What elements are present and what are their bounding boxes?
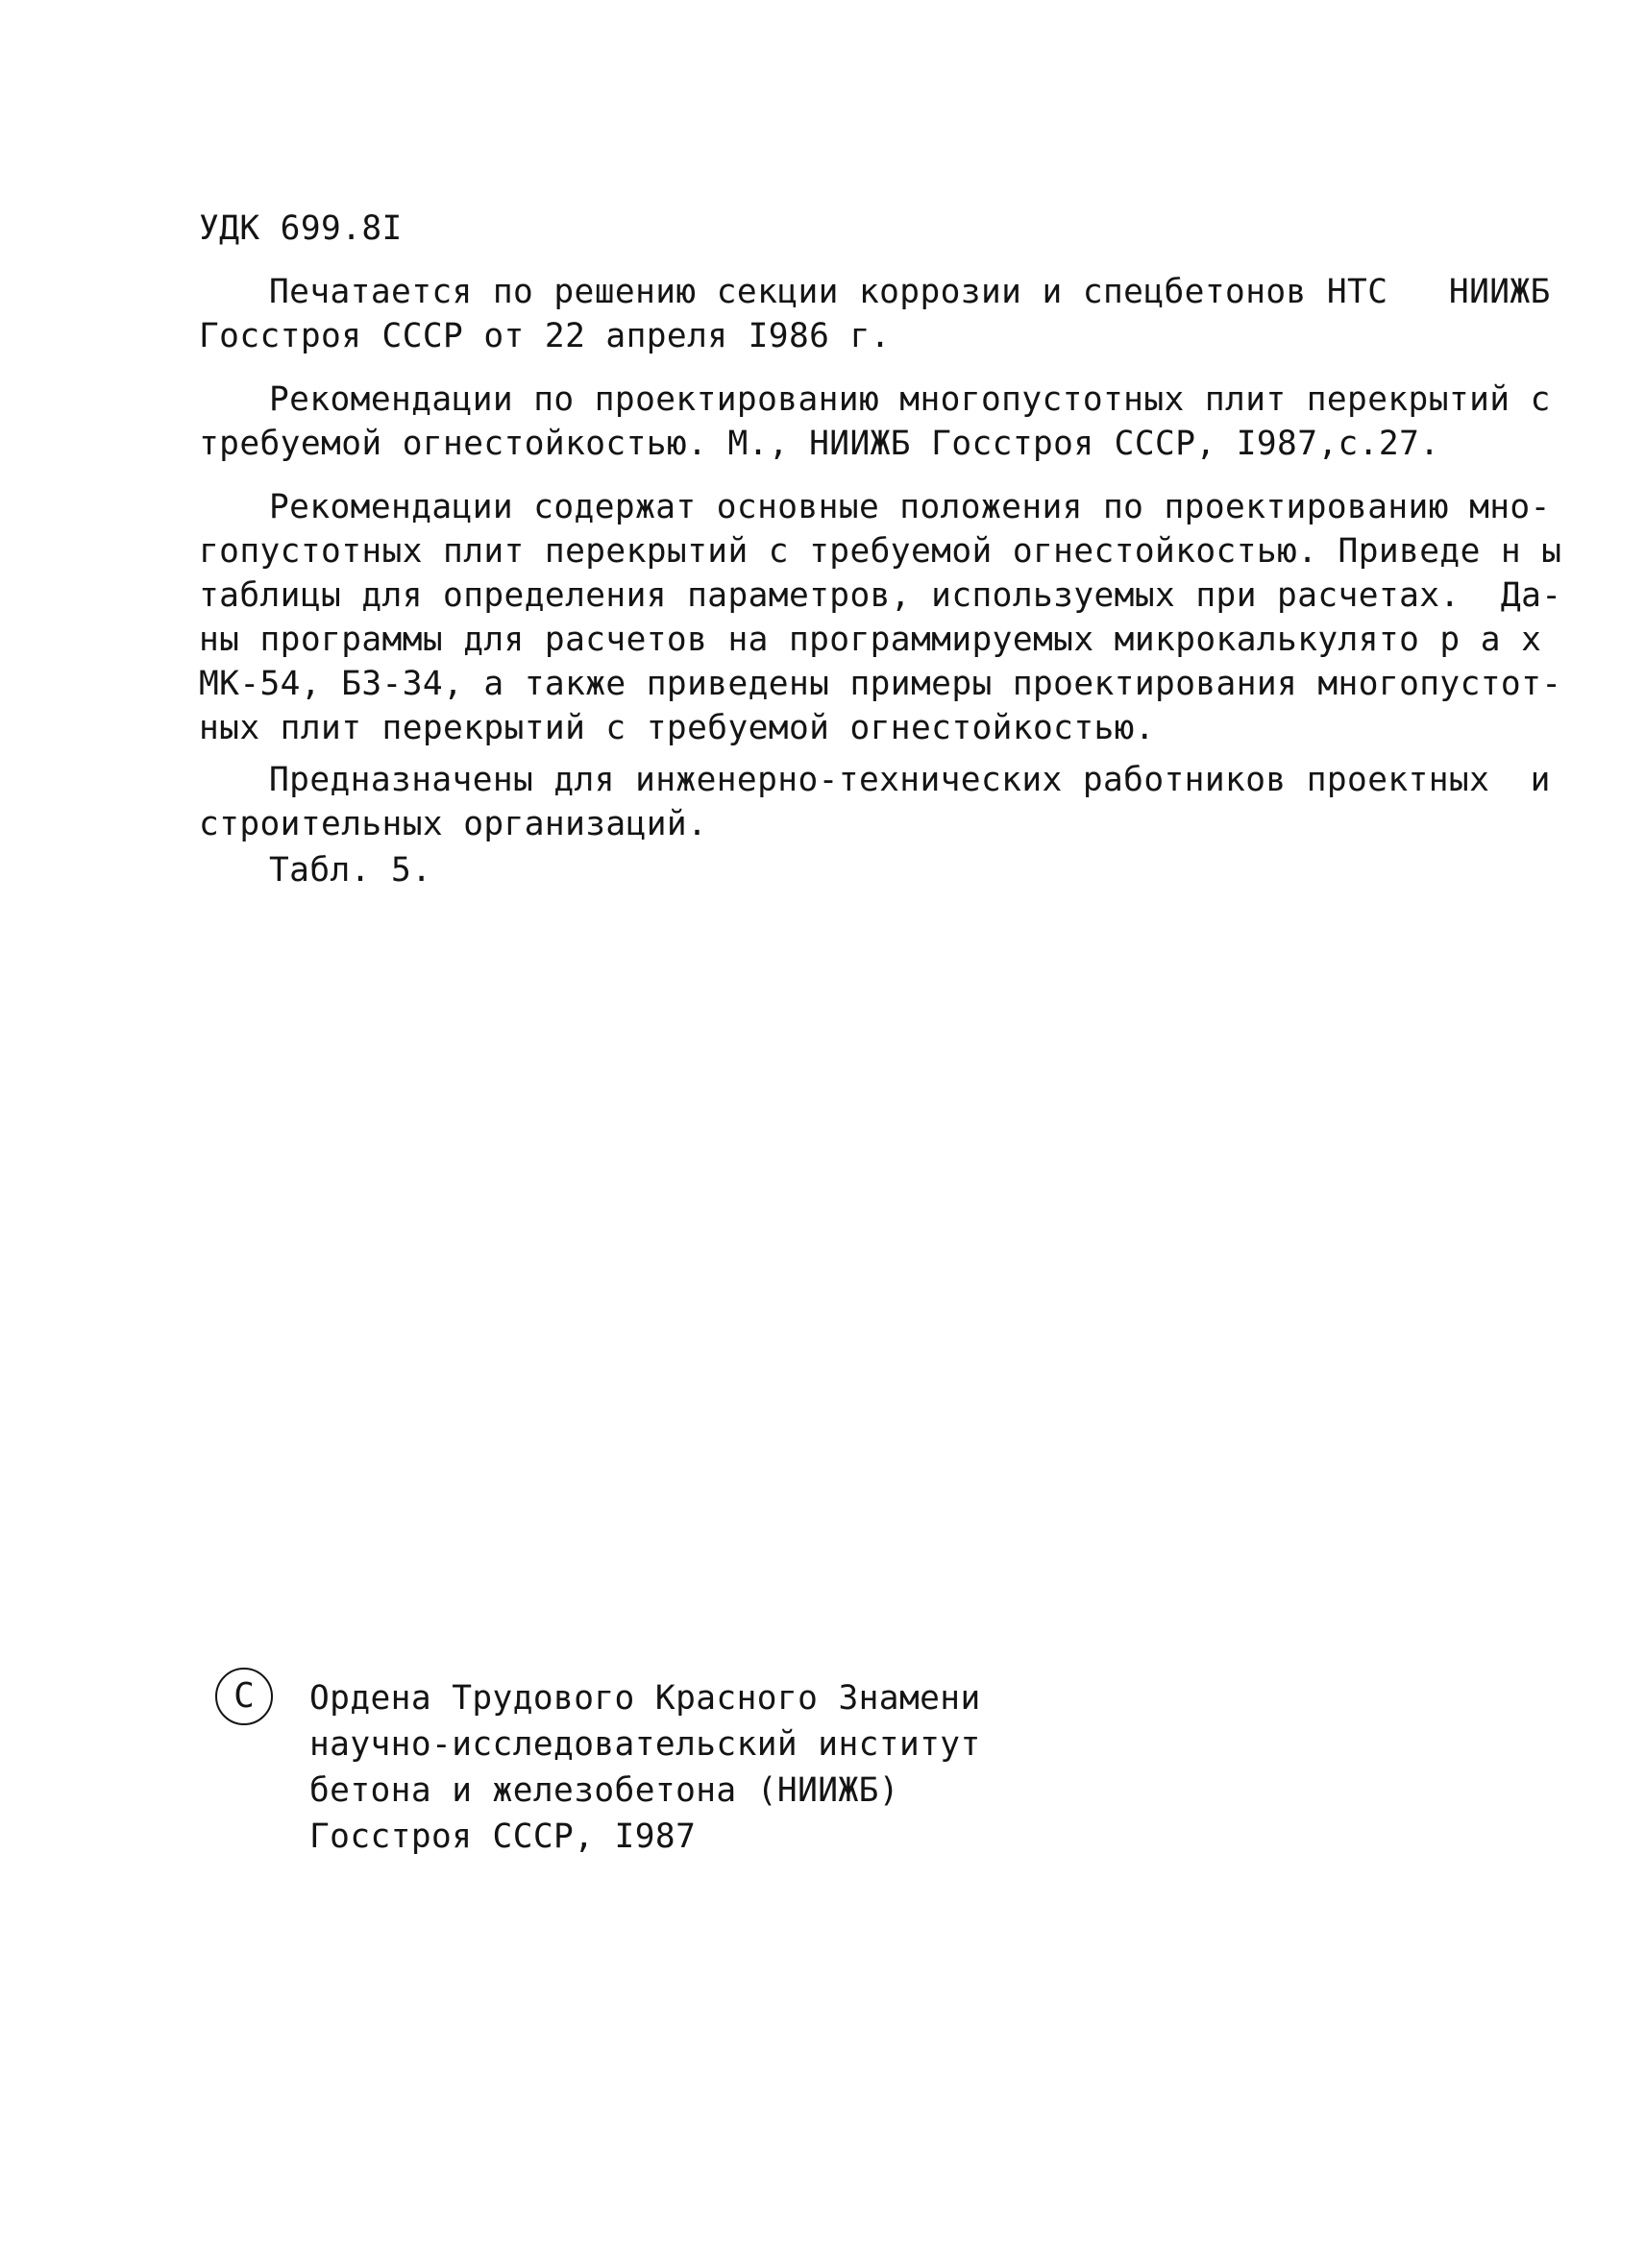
citation-line-2: требуемой огнестойкостью. М., НИИЖБ Госстроя СССР, I987,с.27. bbox=[199, 425, 1440, 463]
abstract-line-2: гопустотных плит перекрытий с требуемой огнестойкостью. Приведе н ы bbox=[199, 532, 1562, 571]
abstract-line-4: ны программы для расчетов на программируемых микрокалькулято р а х bbox=[199, 621, 1542, 659]
audience-line-2: строительных организаций. bbox=[199, 805, 708, 843]
tables-count: Табл. 5. bbox=[269, 851, 432, 890]
abstract-line-6: ных плит перекрытий с требуемой огнестойкостью. bbox=[199, 709, 1156, 747]
print-note-line-2: Госстроя СССР от 22 апреля I986 г. bbox=[199, 317, 891, 355]
copyright-line-3: бетона и железобетона (НИИЖБ) bbox=[309, 1771, 899, 1810]
abstract-line-1: Рекомендации содержат основные положения по проектированию мно- bbox=[269, 488, 1551, 526]
copyright-letter: С bbox=[233, 1676, 255, 1716]
abstract-line-5: МК-54, БЗ-34, а также приведены примеры проектирования многопустот- bbox=[199, 665, 1562, 703]
print-note-line-1: Печатается по решению секции коррозии и спецбетонов НТС НИИЖБ bbox=[269, 273, 1551, 311]
copyright-line-1: Ордена Трудового Красного Знамени bbox=[309, 1679, 981, 1718]
copyright-symbol bbox=[215, 1668, 273, 1725]
audience-line-1: Предназначены для инженерно-технических работников проектных и bbox=[269, 761, 1551, 799]
copyright-line-4: Госстроя СССР, I987 bbox=[309, 1817, 697, 1856]
abstract-line-3: таблицы для определения параметров, используемых при расчетах. Да- bbox=[199, 576, 1562, 615]
copyright-line-2: научно-исследовательский институт bbox=[309, 1725, 981, 1764]
citation-line-1: Рекомендации по проектированию многопустотных плит перекрытий с bbox=[269, 380, 1551, 419]
udk-code: УДК 699.8I bbox=[199, 209, 403, 248]
